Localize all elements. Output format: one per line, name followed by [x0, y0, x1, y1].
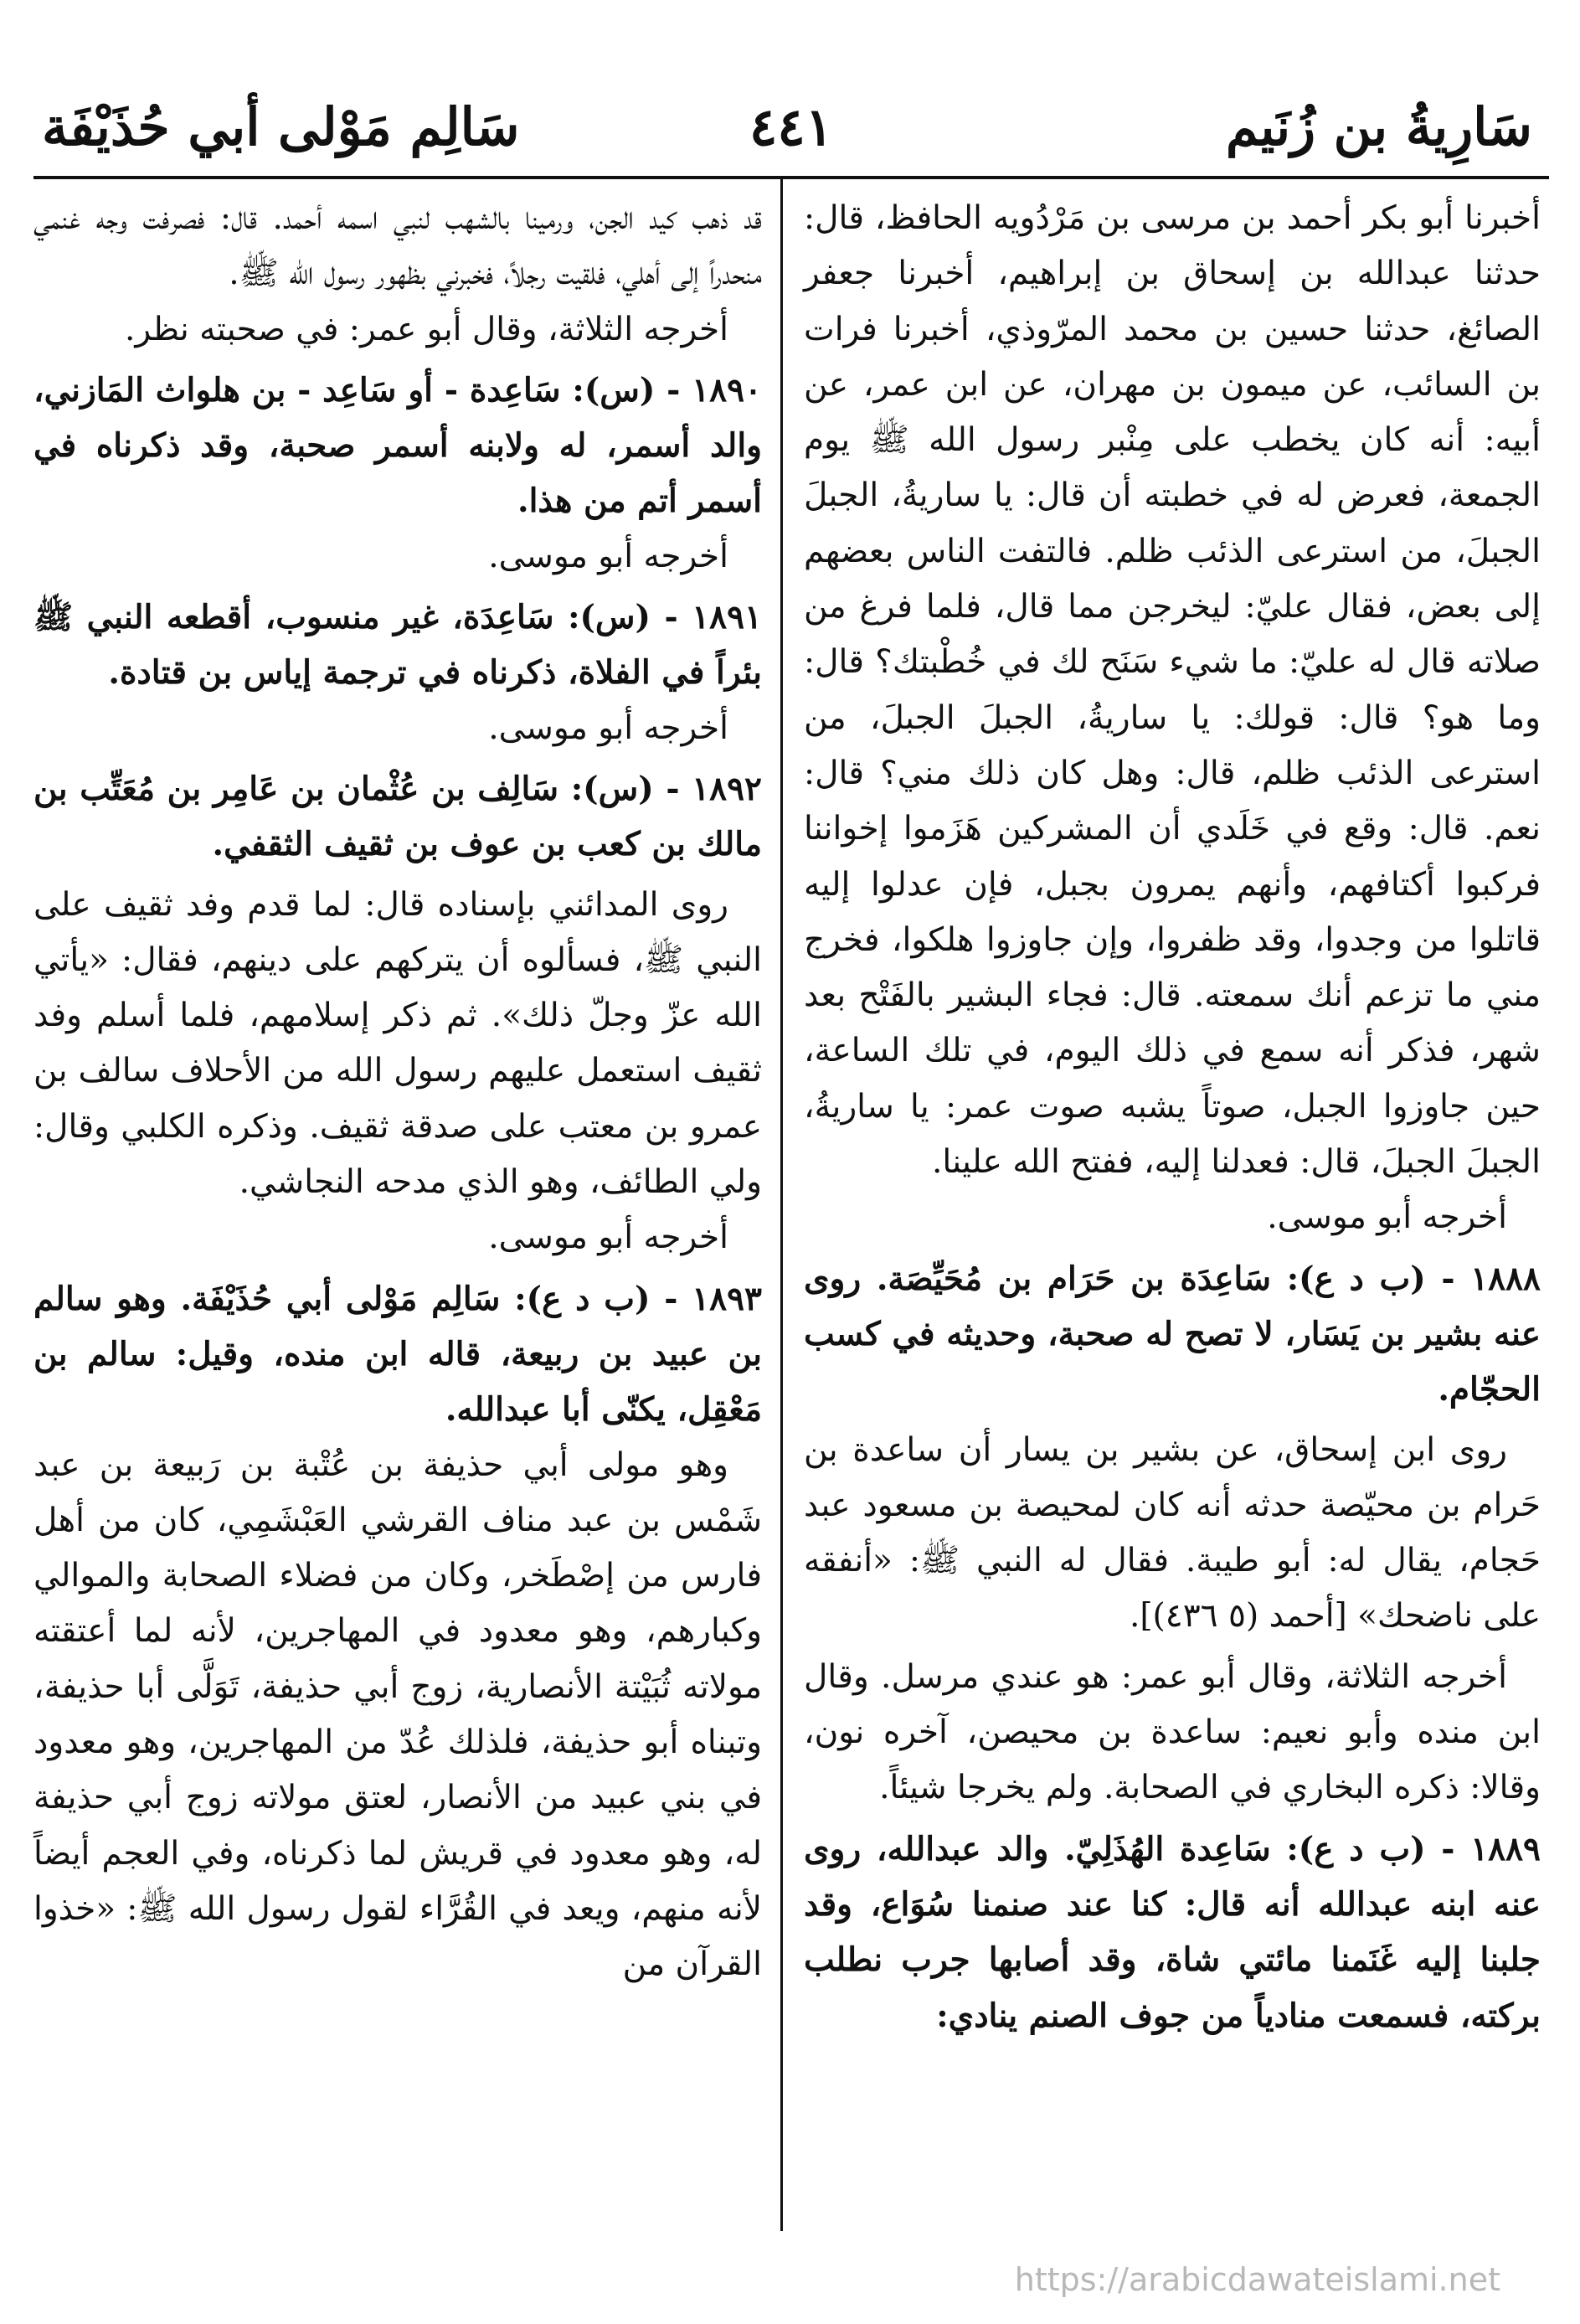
paragraph: أخرجه الثلاثة، وقال أبو عمر: في صحبته نظر.	[124, 310, 728, 348]
paragraph: روى ابن إسحاق، عن بشير بن يسار أن ساعدة بن حَرام بن محيّصة حدثه أنه كان لمحيصة بن مسعود عبد حَجام، يقال له: أبو طيبة. فقال له النبي ﷺ: «أنفقه على ناضحك» [أحمد (٥ ٤٣٦)].	[804, 1430, 1541, 1636]
entry-1889: ١٨٨٩ - (ب د ع): سَاعِدة الهُذَلِيّ. والد عبدالله، روى عنه ابنه عبدالله أنه قال: كنا عند صنمنا سُوَاع، وقد جلبنا إليه غَنَمنا مائتي شاة، وقد أصابها جرب نطلب بركته، فسمعت منادياً من جوف الصنم ينادي:	[804, 1829, 1541, 2035]
paragraph: وهو مولى أبي حذيفة بن عُتْبة بن رَبيعة بن عبد شَمْس بن عبد مناف القرشي العَبْشَمِي، كان من أهل فارس من إصْطَخر، وكان من فضلاء الصحابة والموالي وكبارهم، وهو معدود في المهاجرين، لأنه لما أعتقته مولاته ثُبَيْتة الأنصارية، زوج أبي حذيفة، تَوَلَّى أبا حذيفة، وتبناه أبو حذيفة، فلذلك عُدّ من المهاجرين، وهو معدود في بني عبيد من الأنصار، لعتق مولاته زوج أبي حذيفة له، وهو معدود في قريش لما ذكرناه، وفي العجم أيضاً لأنه منهم، ويعد في القُرَّاء لقول رسول الله ﷺ: «خذوا القرآن من	[33, 1445, 762, 1984]
right-column	[804, 191, 1541, 2043]
paragraph: أخرجه الثلاثة، وقال أبو عمر: هو عندي مرسل. وقال ابن منده وأبو نعيم: ساعدة بن محيصن، آخره نون، وقالا: ذكره البخاري في الصحابة. ولم يخرجا شيئاً.	[804, 1657, 1541, 1807]
running-title-left: سَالِم مَوْلى أبي حُذَيْفَة	[42, 96, 520, 157]
entry-1891: ١٨٩١ - (س): سَاعِدَة، غير منسوب، أقطعه النبي ﷺ بئراً في الفلاة، ذكرناه في ترجمة إياس بن قتادة.	[33, 598, 762, 693]
header-divider	[33, 176, 1549, 179]
entry-1888: ١٨٨٨ - (ب د ع): سَاعِدَة بن حَرَام بن مُحَيِّصَة. روى عنه بشير بن يَسَار، لا تصح له صحبة، وحديثه في كسب الحجّام.	[804, 1259, 1541, 1409]
paragraph: أخرجه أبو موسى.	[488, 709, 728, 747]
left-column	[33, 191, 762, 1993]
page-number: ٤٤١	[749, 96, 833, 157]
paragraph: روى المدائني بإسناده قال: لما قدم وفد ثقيف على النبي ﷺ، فسألوه أن يتركهم على دينهم، فقال: «يأتي الله عزّ وجلّ ذلك». ثم ذكر إسلامهم، فلما أسلم وفد ثقيف استعمل عليهم رسول الله من الأحلاف سالف بن عمرو بن معتب على صدقة ثقيف. وذكره الكلبي وقال: ولي الطائف، وهو الذي مدحه النجاشي.	[33, 885, 762, 1202]
paragraph: أخرجه أبو موسى.	[488, 1219, 728, 1257]
column-divider	[780, 179, 783, 2231]
entry-1893: ١٨٩٣ - (ب د ع): سَالِم مَوْلى أبي حُذَيْفَة. وهو سالم بن عبيد بن ربيعة، قاله ابن منده، وقيل: سالم بن مَعْقِل، يكنّى أبا عبدالله.	[33, 1279, 762, 1430]
paragraph: أخرجه أبو موسى.	[488, 537, 728, 575]
paragraph: أخبرنا أبو بكر أحمد بن مرسى بن مَرْدُويه الحافظ، قال: حدثنا عبدالله بن إسحاق بن إبراهيم، أخبرنا جعفر الصائغ، حدثنا حسين بن محمد المرّوذي، أخبرنا فرات بن السائب، عن ميمون بن مهران، عن ابن عمر، عن أبيه: أنه كان يخطب على مِنْبر رسول الله ﷺ يوم الجمعة، فعرض له في خطبته أن قال: يا ساريةُ، الجبلَ الجبلَ، من استرعى الذئب ظلم. فالتفت الناس بعضهم إلى بعض، فقال عليّ: ليخرجن مما قال، فلما فرغ من صلاته قال له عليّ: ما شيء سَنَح لك في خُطْبتك؟ قال: وما هو؟ قال: قولك: يا ساريةُ، الجبلَ الجبلَ، من استرعى الذئب ظلم، قال: وهل كان ذلك مني؟ قال: نعم. قال: وقع في خَلَدي أن المشركين هَزَموا إخواننا فركبوا أكتافهم، وأنهم يمرون بجبل، فإن عدلوا إليه قاتلوا من وجدوا، وقد ظفروا، وإن جاوزوا هلكوا، فخرج مني ما تزعم أنك سمعته. قال: فجاء البشير بالفَتْح بعد شهر، فذكر أنه سمع في ذلك اليوم، في تلك الساعة، حين جاوزوا الجبل، صوتاً يشبه صوت عمر: يا ساريةُ، الجبلَ الجبلَ، قال: فعدلنا إليه، ففتح الله علينا.	[804, 199, 1541, 1182]
page-header	[33, 96, 1549, 188]
running-title-right: سَارِيةُ بن زُنَيم	[1225, 96, 1532, 157]
entry-1890: ١٨٩٠ - (س): سَاعِدة - أو سَاعِد - بن هلواث المَازني، والد أسمر، له ولابنه أسمر صحبة، وقد ذكرناه في أسمر أتم من هذا.	[33, 370, 762, 521]
paragraph: قد ذهب كيد الجن، ورمينا بالشهب لنبي اسمه أحمد. قال: فصرفت وجه غنمي منحدراً إلى أهلي، فلقيت رجلاً، فخبرني بظهور رسول الله ﷺ.	[33, 199, 762, 293]
entry-1892: ١٨٩٢ - (س): سَالِف بن عُثْمان بن عَامِر بن مُعَتِّب بن مالك بن كعب بن عوف بن ثقيف الثقفي.	[33, 769, 762, 864]
watermark-url: https://arabicdawateislami.net	[1014, 2261, 1500, 2298]
paragraph: أخرجه أبو موسى.	[1267, 1198, 1507, 1237]
